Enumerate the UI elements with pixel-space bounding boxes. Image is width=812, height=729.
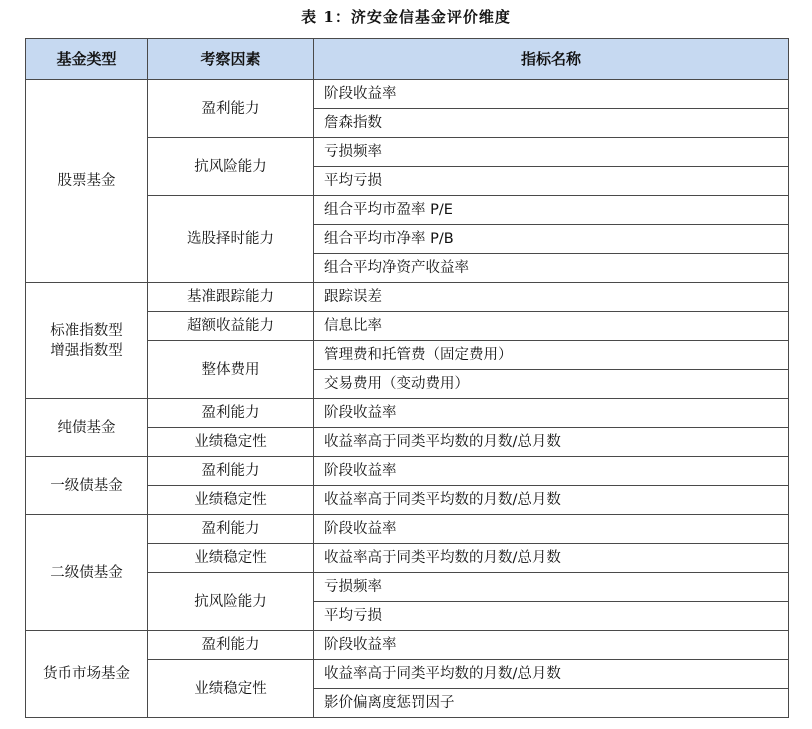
factor-cell: 盈利能力 bbox=[148, 631, 314, 660]
indicator-cell: 收益率高于同类平均数的月数/总月数 bbox=[314, 486, 789, 515]
indicator-cell: 收益率高于同类平均数的月数/总月数 bbox=[314, 544, 789, 573]
factor-cell: 盈利能力 bbox=[148, 399, 314, 428]
fund-type-cell bbox=[26, 631, 148, 718]
indicator-cell: 詹森指数 bbox=[314, 109, 789, 138]
fund-evaluation-table bbox=[25, 38, 789, 718]
factor-cell: 盈利能力 bbox=[148, 80, 314, 138]
indicator-cell: 阶段收益率 bbox=[314, 457, 789, 486]
indicator-cell: 平均亏损 bbox=[314, 602, 789, 631]
table-row bbox=[26, 80, 789, 109]
factor-cell: 业绩稳定性 bbox=[148, 544, 314, 573]
fund-type-label: 一级债基金 bbox=[50, 477, 123, 494]
fund-type-cell bbox=[26, 399, 148, 457]
header-row bbox=[26, 39, 789, 80]
fund-type-cell bbox=[26, 80, 148, 283]
indicator-cell: 收益率高于同类平均数的月数/总月数 bbox=[314, 428, 789, 457]
table-caption: 表 1：济安金信基金评价维度 bbox=[301, 8, 511, 26]
header-factor: 考察因素 bbox=[148, 39, 314, 80]
fund-type-label: 股票基金 bbox=[57, 173, 116, 189]
fund-type-cell bbox=[26, 283, 148, 399]
fund-type-cell bbox=[26, 457, 148, 515]
indicator-cell: 交易费用（变动费用） bbox=[314, 370, 789, 399]
indicator-cell: 组合平均市净率 P/B bbox=[314, 225, 789, 254]
fund-type-label: 货币市场基金 bbox=[43, 666, 130, 682]
indicator-cell: 亏损频率 bbox=[314, 573, 789, 602]
indicator-cell: 阶段收益率 bbox=[314, 515, 789, 544]
fund-type-label: 二级债基金 bbox=[50, 564, 123, 581]
table-row bbox=[26, 283, 789, 312]
indicator-cell: 跟踪误差 bbox=[314, 283, 789, 312]
factor-cell: 业绩稳定性 bbox=[148, 486, 314, 515]
indicator-cell: 管理费和托管费（固定费用） bbox=[314, 341, 789, 370]
header-fund-type: 基金类型 bbox=[26, 39, 148, 80]
indicator-cell: 阶段收益率 bbox=[314, 399, 789, 428]
indicator-cell: 组合平均市盈率 P/E bbox=[314, 196, 789, 225]
table-row bbox=[26, 457, 789, 486]
header-indicator: 指标名称 bbox=[314, 39, 789, 80]
factor-cell: 超额收益能力 bbox=[148, 312, 314, 341]
indicator-cell: 信息比率 bbox=[314, 312, 789, 341]
indicator-cell: 亏损频率 bbox=[314, 138, 789, 167]
factor-cell: 基准跟踪能力 bbox=[148, 283, 314, 312]
fund-type-label: 纯债基金 bbox=[57, 419, 116, 436]
fund-type-label: 增强指数型 bbox=[50, 342, 123, 359]
indicator-cell: 平均亏损 bbox=[314, 167, 789, 196]
indicator-cell: 阶段收益率 bbox=[314, 80, 789, 109]
table-body bbox=[26, 80, 789, 718]
factor-cell: 抗风险能力 bbox=[148, 573, 314, 631]
factor-cell: 盈利能力 bbox=[148, 515, 314, 544]
fund-type-label: 标准指数型 bbox=[50, 322, 123, 339]
factor-cell: 业绩稳定性 bbox=[148, 660, 314, 718]
factor-cell: 选股择时能力 bbox=[148, 196, 314, 283]
indicator-cell: 组合平均净资产收益率 bbox=[314, 254, 789, 283]
table-row bbox=[26, 515, 789, 544]
factor-cell: 整体费用 bbox=[148, 341, 314, 399]
table-row bbox=[26, 399, 789, 428]
table-row bbox=[26, 631, 789, 660]
indicator-cell: 阶段收益率 bbox=[314, 631, 789, 660]
indicator-cell: 收益率高于同类平均数的月数/总月数 bbox=[314, 660, 789, 689]
factor-cell: 业绩稳定性 bbox=[148, 428, 314, 457]
indicator-cell: 影价偏离度惩罚因子 bbox=[314, 689, 789, 718]
fund-type-cell bbox=[26, 515, 148, 631]
factor-cell: 盈利能力 bbox=[148, 457, 314, 486]
factor-cell: 抗风险能力 bbox=[148, 138, 314, 196]
